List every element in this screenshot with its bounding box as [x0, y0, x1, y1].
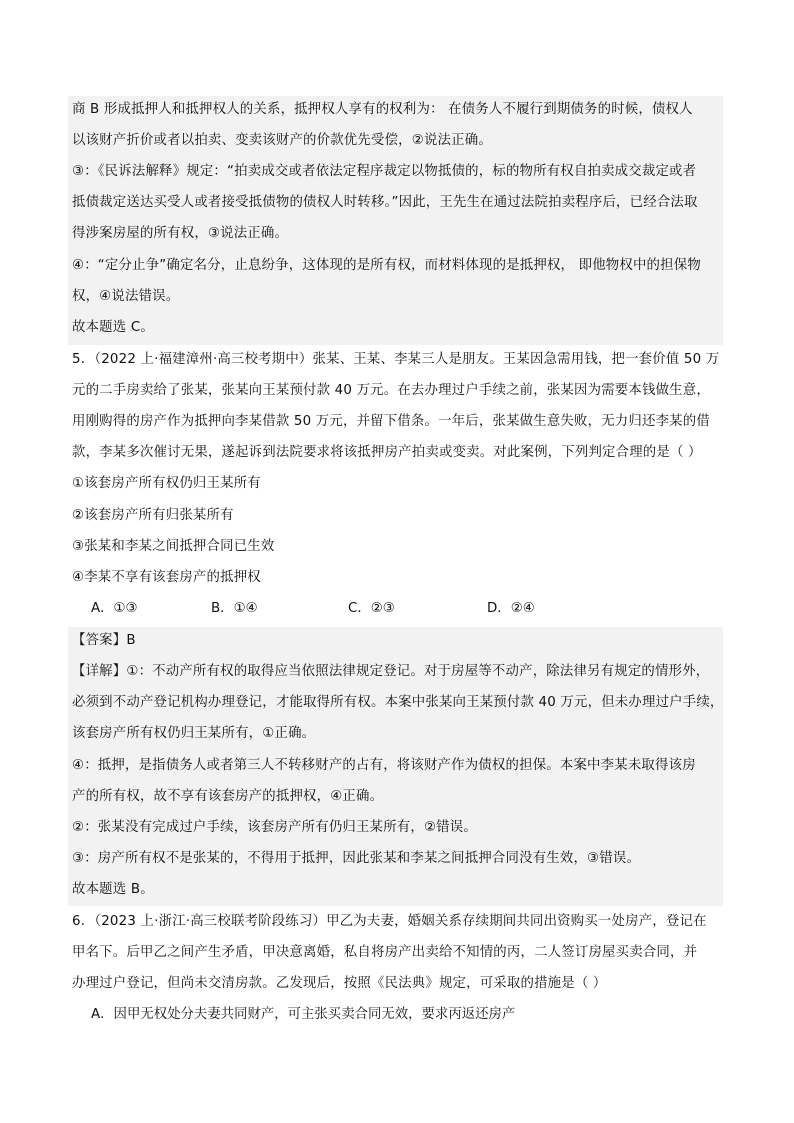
q6-stem-line-2: 甲名下。后甲乙之间产生矛盾，甲决意离婚，私自将房产出卖给不知情的丙，二人签订房屋买卖合同，并 [72, 945, 698, 960]
q5-detail-line-3: 该套房产所有权仍归王某所有，①正确。 [72, 726, 316, 741]
q4-analysis-line-1: 商 B 形成抵押人和抵押权人的关系，抵押权人享有的权利为： 在债务人不履行到期债务的时候，债权人 [72, 102, 693, 117]
q6-option-a: A．因甲无权处分夫妻共同财产，可主张买卖合同无效，要求丙返还房产 [91, 1007, 516, 1022]
q4-analysis-line-6: ④：“定分止争”确定名分，止息纷争，这体现的是所有权，而材料体现的是抵押权， 即他物权中的担保物 [72, 258, 701, 273]
q5-stem-line-4: 款，李某多次催讨无果，遂起诉到法院要求将该抵押房产拍卖或变卖。对此案例，下列判定合理的是（ ） [72, 445, 702, 460]
q5-stem-line-3: 用刚购得的房产作为抵押向李某借款 50 万元，并留下借条。一年后，张某做生意失败，无力归还李某的借 [72, 414, 710, 429]
q5-option-b: B．①④ [211, 601, 258, 616]
q4-analysis-line-2: 以该财产折价或者以拍卖、变卖该财产的价款优先受偿，②说法正确。 [72, 133, 492, 148]
q5-conclusion: 故本题选 B。 [72, 882, 154, 897]
q4-analysis-line-3: ③：《民诉法解释》规定：“拍卖成交或者依法定程序裁定以物抵债的，标的物所有权自拍卖成交裁定或者 [72, 164, 697, 179]
q5-detail-line-4: ④：抵押，是指债务人或者第三人不转移财产的占有，将该财产作为债权的担保。本案中李某未取得该房 [72, 758, 696, 773]
q5-option-d: D．②④ [487, 601, 535, 616]
q5-stem-line-1: 5．（2022 上·福建漳州·高三校考期中）张某、王某、李某三人是朋友。王某因急需用钱，把一套价值 50 万 [72, 352, 720, 367]
q5-statement-1: ①该套房产所有权仍归王某所有 [72, 476, 261, 491]
q5-statement-2: ②该套房产所有归张某所有 [72, 508, 234, 523]
q5-detail-line-5: 产的所有权，故不享有该套房产的抵押权，④正确。 [72, 789, 384, 804]
q5-option-c: C．②③ [348, 601, 395, 616]
q4-analysis-line-5: 得涉案房屋的所有权，③说法正确。 [72, 226, 289, 241]
q6-stem-line-3: 办理过户登记，但尚未交清房款。乙发现后，按照《民法典》规定，可采取的措施是（ ） [72, 976, 607, 991]
q5-stem-line-2: 元的二手房卖给了张某，张某向王某预付款 40 万元。在去办理过户手续之前，张某因为需要本钱做生意， [72, 383, 710, 398]
q5-detail-line-7: ③：房产所有权不是张某的，不得用于抵押，因此张某和李某之间抵押合同没有生效，③错误。 [72, 851, 641, 866]
q5-detail-line-1: 【详解】①：不动产所有权的取得应当依照法律规定登记。对于房屋等不动产，除法律另有规定的情形外， [72, 664, 710, 679]
q6-stem-line-1: 6．（2023 上·浙江·高三校联考阶段练习）甲乙为夫妻，婚姻关系存续期间共同出资购买一处房产，登记在 [72, 914, 707, 929]
q5-detail-line-6: ②：张某没有完成过户手续，该套房产所有仍归王某所有，②错误。 [72, 820, 477, 835]
q5-statement-4: ④李某不享有该套房产的抵押权 [72, 570, 261, 585]
q5-detail-line-2: 必须到不动产登记机构办理登记，才能取得所有权。本案中张某向王某预付款 40 万元，但未办理过户手续， [72, 695, 724, 710]
q4-analysis-line-4: 抵债裁定送达买受人或者接受抵债物的债权人时转移。”因此，王先生在通过法院拍卖程序后，已经合法取 [72, 195, 698, 210]
q5-answer: 【答案】B [72, 633, 136, 648]
q5-option-a: A．①③ [91, 601, 138, 616]
q4-conclusion: 故本题选 C。 [72, 320, 154, 335]
q4-analysis-line-7: 权，④说法错误。 [72, 289, 180, 304]
q5-statement-3: ③张某和李某之间抵押合同已生效 [72, 539, 275, 554]
